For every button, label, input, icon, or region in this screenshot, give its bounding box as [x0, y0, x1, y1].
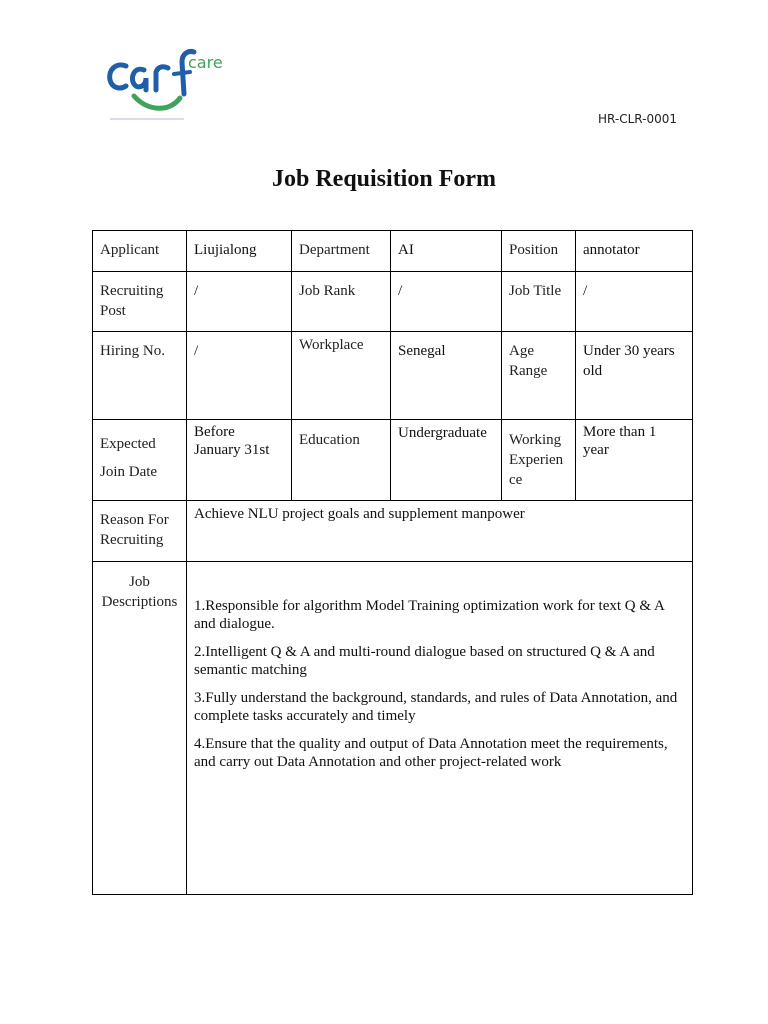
education-value: Undergraduate [398, 425, 487, 441]
table-row [93, 562, 693, 895]
job-rank-value: / [398, 283, 403, 299]
job-title-value: / [583, 283, 588, 299]
list-item: 3.Fully understand the background, standards, and rules of Data Annotation, and complete tasks accurately and timely [194, 690, 678, 724]
page-title: Job Requisition Form [271, 166, 496, 192]
list-item: 2.Intelligent Q & A and multi-round dialogue based on structured Q & A and semantic matching [194, 644, 655, 678]
hiring-no-value: / [194, 343, 199, 359]
age-range-label: Age Range [509, 343, 548, 379]
expected-join-value: Before January 31st [194, 424, 270, 458]
document-code: HR-CLR-0001 [598, 112, 677, 126]
job-rank-label: Job Rank [299, 283, 356, 299]
job-title-label: Job Title [509, 283, 562, 299]
department-label: Department [299, 242, 370, 258]
department-value: AI [398, 242, 414, 258]
applicant-label: Applicant [100, 242, 160, 258]
list-item: 1.Responsible for algorithm Model Training optimization work for text Q & A and dialogue. [194, 598, 664, 632]
table-row [93, 231, 693, 272]
working-experience-label: Working Experien ce [509, 432, 564, 488]
position-label: Position [509, 242, 559, 258]
workplace-value: Senegal [398, 343, 446, 359]
education-label: Education [299, 432, 360, 448]
job-descriptions-label: Job Descriptions [101, 574, 178, 610]
reason-value: Achieve NLU project goals and supplement manpower [194, 506, 525, 522]
recruiting-post-label: Recruiting Post [100, 283, 164, 319]
position-value: annotator [583, 242, 640, 258]
expected-join-label: Expected Join Date [100, 436, 158, 480]
age-range-value: Under 30 years old [583, 343, 675, 379]
table-row [93, 501, 693, 562]
carlcare-logo [104, 48, 223, 126]
table-row [93, 272, 693, 332]
hiring-no-label: Hiring No. [100, 343, 165, 359]
requisition-table [92, 230, 693, 895]
table-row [93, 332, 693, 420]
list-item: 4.Ensure that the quality and output of Data Annotation meet the requirements, and carry out Data Annotation and other project-related work [194, 736, 668, 770]
applicant-value: Liujialong [194, 242, 257, 258]
job-descriptions-body [187, 562, 692, 771]
recruiting-post-value: / [194, 283, 199, 299]
table-row [93, 420, 693, 501]
logo-care-text: care [188, 53, 223, 72]
reason-label: Reason For Recruiting [100, 512, 169, 548]
working-experience-value: More than 1 year [583, 424, 657, 458]
workplace-label: Workplace [299, 337, 364, 353]
